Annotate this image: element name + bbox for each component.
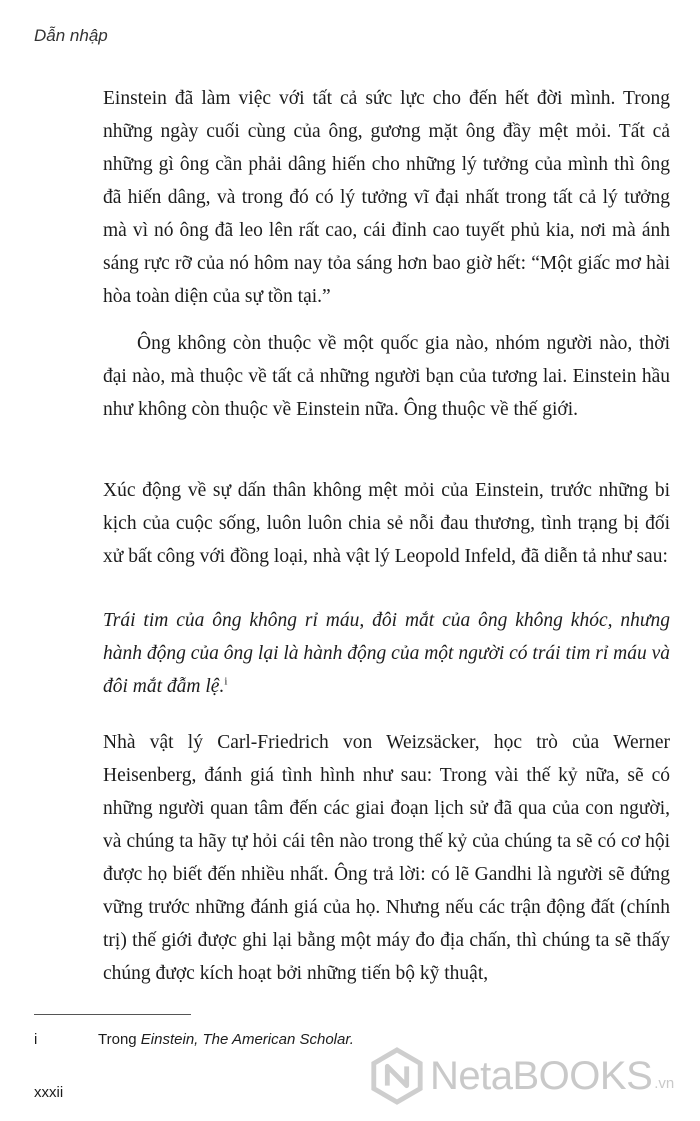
body-paragraph-2 — [103, 726, 670, 990]
netabooks-watermark — [368, 1046, 690, 1106]
opening-quote — [103, 82, 670, 426]
running-header: Dẫn nhập — [34, 26, 108, 45]
watermark-brand: NetaBOOKS — [430, 1053, 653, 1098]
quote-paragraph-1: Einstein đã làm việc với tất cả sức lực cho đến hết đời mình. Trong những ngày cuối cùng của ông, gương mặt ông đầy mệt mỏi. Tất cả những gì ông cần phải dâng hiến cho những lý tưởng của mình thì ông đã hiến dâng, và trong đó có lý tưởng vĩ đại nhất trong tất cả lý tưởng mà vì nó ông đã leo lên rất cao, cái đỉnh cao tuyết phủ kia, nơi mà ánh sáng rực rỡ của nó hôm nay tỏa sáng hơn bao giờ hết: “Một giấc mơ hài hòa toàn diện của sự tồn tại.” — [103, 88, 670, 307]
footnote-title: Einstein, The American Scholar. — [140, 1031, 354, 1048]
quote-paragraph-2: Ông không còn thuộc về một quốc gia nào, nhóm người nào, thời đại nào, mà thuộc về tất cả những người bạn của tương lai. Einstein hầu như không còn thuộc về Einstein nữa. Ông thuộc về thế giới. — [103, 333, 670, 420]
body-paragraph-1-text: Xúc động về sự dấn thân không mệt mỏi của Einstein, trước những bi kịch của cuộc sống, luôn luôn chia sẻ nỗi đau thương, tình trạng bị đối xử bất công với đồng loại, nhà vật lý Leopold Infeld, đã diễn tả như sau: — [103, 480, 670, 567]
block-quote-text: Trái tim của ông không rỉ máu, đôi mắt của ông không khóc, nhưng hành động của ông lại là hành động của một người có trái tim rỉ máu và đôi mắt đẫm lệ. — [103, 610, 671, 697]
footnote-prefix: Trong — [98, 1031, 141, 1048]
body-paragraph-2-text: Nhà vật lý Carl-Friedrich von Weizsäcker, học trò của Werner Heisenberg, đánh giá tình hình như sau: Trong vài thế kỷ nữa, sẽ có những người quan tâm đến các giai đoạn lịch sử đã qua của con người, và chúng ta hãy tự hỏi cái tên nào trong thế kỷ của chúng ta sẽ có cơ hội được họ biết đến nhiều nhất. Ông trả lời: có lẽ Gandhi là người sẽ đứng vững trước những đánh giá của họ. Nhưng nếu các trận động đất (chính trị) thế giới được ghi lại bằng một máy đo địa chấn, thì chúng ta sẽ thấy chúng được kích hoạt bởi những tiến bộ kỹ thuật, — [103, 732, 670, 984]
netabooks-n-logo-icon — [368, 1047, 426, 1105]
footnote-reference[interactable]: i — [224, 675, 228, 688]
watermark-suffix: .vn — [654, 1074, 675, 1092]
footnote — [34, 1031, 354, 1048]
body-paragraph-1 — [103, 474, 670, 573]
block-quote-infeld — [103, 604, 670, 703]
footnote-mark: i — [34, 1031, 38, 1048]
footnote-divider — [34, 1014, 191, 1015]
page-number: xxxii — [34, 1084, 64, 1101]
